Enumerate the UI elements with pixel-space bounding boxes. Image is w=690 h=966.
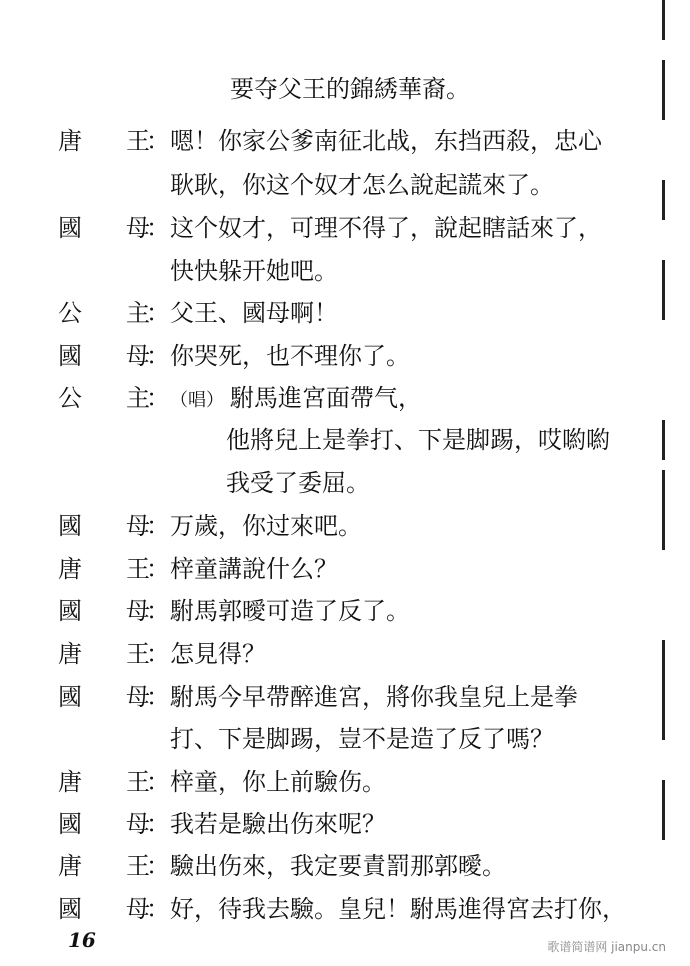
speaker-char: 國 xyxy=(58,214,82,242)
dialogue-text xyxy=(170,809,386,839)
speaker-name xyxy=(58,809,150,839)
speaker-name xyxy=(58,213,150,243)
dialogue-continuation: 快快躲开她吧。 xyxy=(170,257,338,285)
stage-direction: （唱） xyxy=(170,390,224,411)
speaker-colon: ： xyxy=(146,640,170,668)
speaker-name xyxy=(58,767,150,797)
speaker-char: 母 xyxy=(126,597,150,625)
speaker-colon: ： xyxy=(146,342,170,370)
speaker-colon: ： xyxy=(146,127,170,155)
speaker-char: 國 xyxy=(58,597,82,625)
speaker-name xyxy=(58,554,150,584)
speaker-char: 母 xyxy=(126,512,150,540)
dialogue-text xyxy=(170,554,338,584)
scan-edge-mark xyxy=(662,60,665,120)
sung-continuation: 我受了委屈。 xyxy=(226,469,370,497)
dialogue-line: 怎見得？ xyxy=(170,640,266,668)
speaker-name xyxy=(58,682,150,712)
dialogue-text xyxy=(170,639,266,669)
speaker-char: 國 xyxy=(58,512,82,540)
sung-continuation: 他將兒上是拳打、下是脚踢，哎喲喲 xyxy=(226,426,610,454)
speaker-name xyxy=(58,596,150,626)
speaker-char: 唐 xyxy=(58,555,82,583)
dialogue-continuation: 打、下是脚踢，豈不是造了反了嗎？ xyxy=(170,725,554,753)
dialogue-text xyxy=(170,851,506,881)
scan-edge-mark xyxy=(662,780,665,840)
speaker-char: 王 xyxy=(126,640,150,668)
dialogue-line: 万歲，你过來吧。 xyxy=(170,512,362,540)
dialogue-line: 好，待我去驗。皇兒！駙馬進得宮去打你， xyxy=(170,895,626,923)
dialogue-line: 我若是驗出伤來呢？ xyxy=(170,810,386,838)
speaker-colon: ： xyxy=(146,810,170,838)
dialogue-line: 这个奴才，可理不得了，說起瞎話來了， xyxy=(170,214,602,242)
speaker-colon: ： xyxy=(146,384,170,412)
speaker-name xyxy=(58,298,150,328)
speaker-char: 母 xyxy=(126,895,150,923)
scan-edge-mark xyxy=(662,260,665,320)
dialogue-line: 駙馬郭曖可造了反了。 xyxy=(170,597,410,625)
watermark-footer: 歌谱简谱网 jianpu.cn xyxy=(547,940,666,954)
scan-edge-mark xyxy=(662,420,665,460)
speaker-char: 唐 xyxy=(58,852,82,880)
speaker-colon: ： xyxy=(146,512,170,540)
speaker-char: 唐 xyxy=(58,768,82,796)
dialogue-line: 駙馬今早帶醉進宮，將你我皇兒上是拳 xyxy=(170,683,578,711)
speaker-name xyxy=(58,383,150,413)
dialogue-text xyxy=(170,596,410,626)
speaker-char: 國 xyxy=(58,810,82,838)
speaker-char: 王 xyxy=(126,555,150,583)
speaker-char: 王 xyxy=(126,127,150,155)
speaker-name xyxy=(58,341,150,371)
dialogue-line: 梓童講說什么？ xyxy=(170,555,338,583)
dialogue-text xyxy=(170,767,386,797)
scan-edge-mark xyxy=(662,180,665,220)
speaker-colon: ： xyxy=(146,852,170,880)
speaker-char: 母 xyxy=(126,810,150,838)
speaker-char: 國 xyxy=(58,683,82,711)
speaker-colon: ： xyxy=(146,683,170,711)
dialogue-text xyxy=(170,383,422,416)
speaker-char: 公 xyxy=(58,384,82,412)
speaker-colon: ： xyxy=(146,597,170,625)
scan-edge-mark xyxy=(662,0,665,40)
speaker-name xyxy=(58,851,150,881)
speaker-char: 國 xyxy=(58,895,82,923)
speaker-name xyxy=(58,511,150,541)
dialogue-line: 你哭死，也不理你了。 xyxy=(170,342,410,370)
dialogue-text xyxy=(170,126,602,156)
dialogue-text xyxy=(170,682,578,712)
dialogue-text xyxy=(170,213,602,243)
speaker-char: 國 xyxy=(58,342,82,370)
speaker-char: 主 xyxy=(126,299,150,327)
dialogue-line: 嗯！你家公爹南征北战，东挡西殺，忠心 xyxy=(170,127,602,155)
speaker-name xyxy=(58,894,150,924)
speaker-name xyxy=(58,639,150,669)
scan-edge-mark xyxy=(662,470,665,550)
speaker-colon: ： xyxy=(146,895,170,923)
speaker-colon: ： xyxy=(146,299,170,327)
page-number: 16 xyxy=(68,928,96,952)
speaker-char: 王 xyxy=(126,852,150,880)
speaker-char: 母 xyxy=(126,342,150,370)
speaker-char: 母 xyxy=(126,683,150,711)
speaker-name xyxy=(58,126,150,156)
speaker-colon: ： xyxy=(146,768,170,796)
dialogue-text xyxy=(170,341,410,371)
dialogue-line: 父王、國母啊！ xyxy=(170,299,338,327)
speaker-char: 王 xyxy=(126,768,150,796)
dialogue-text xyxy=(170,894,626,924)
dialogue-text xyxy=(170,298,338,328)
section-heading: 要夺父王的錦綉華裔。 xyxy=(230,75,470,103)
speaker-char: 唐 xyxy=(58,640,82,668)
speaker-colon: ： xyxy=(146,555,170,583)
dialogue-line: 梓童，你上前驗伤。 xyxy=(170,768,386,796)
speaker-char: 主 xyxy=(126,384,150,412)
dialogue-continuation: 耿耿，你这个奴才怎么說起謊來了。 xyxy=(170,171,554,199)
speaker-char: 唐 xyxy=(58,127,82,155)
dialogue-text xyxy=(170,511,362,541)
speaker-char: 公 xyxy=(58,299,82,327)
dialogue-line: 驗出伤來，我定要責罰那郭曖。 xyxy=(170,852,506,880)
scan-edge-mark xyxy=(662,640,665,740)
speaker-char: 母 xyxy=(126,214,150,242)
dialogue-line: 駙馬進宮面帶气， xyxy=(230,384,422,412)
speaker-colon: ： xyxy=(146,214,170,242)
